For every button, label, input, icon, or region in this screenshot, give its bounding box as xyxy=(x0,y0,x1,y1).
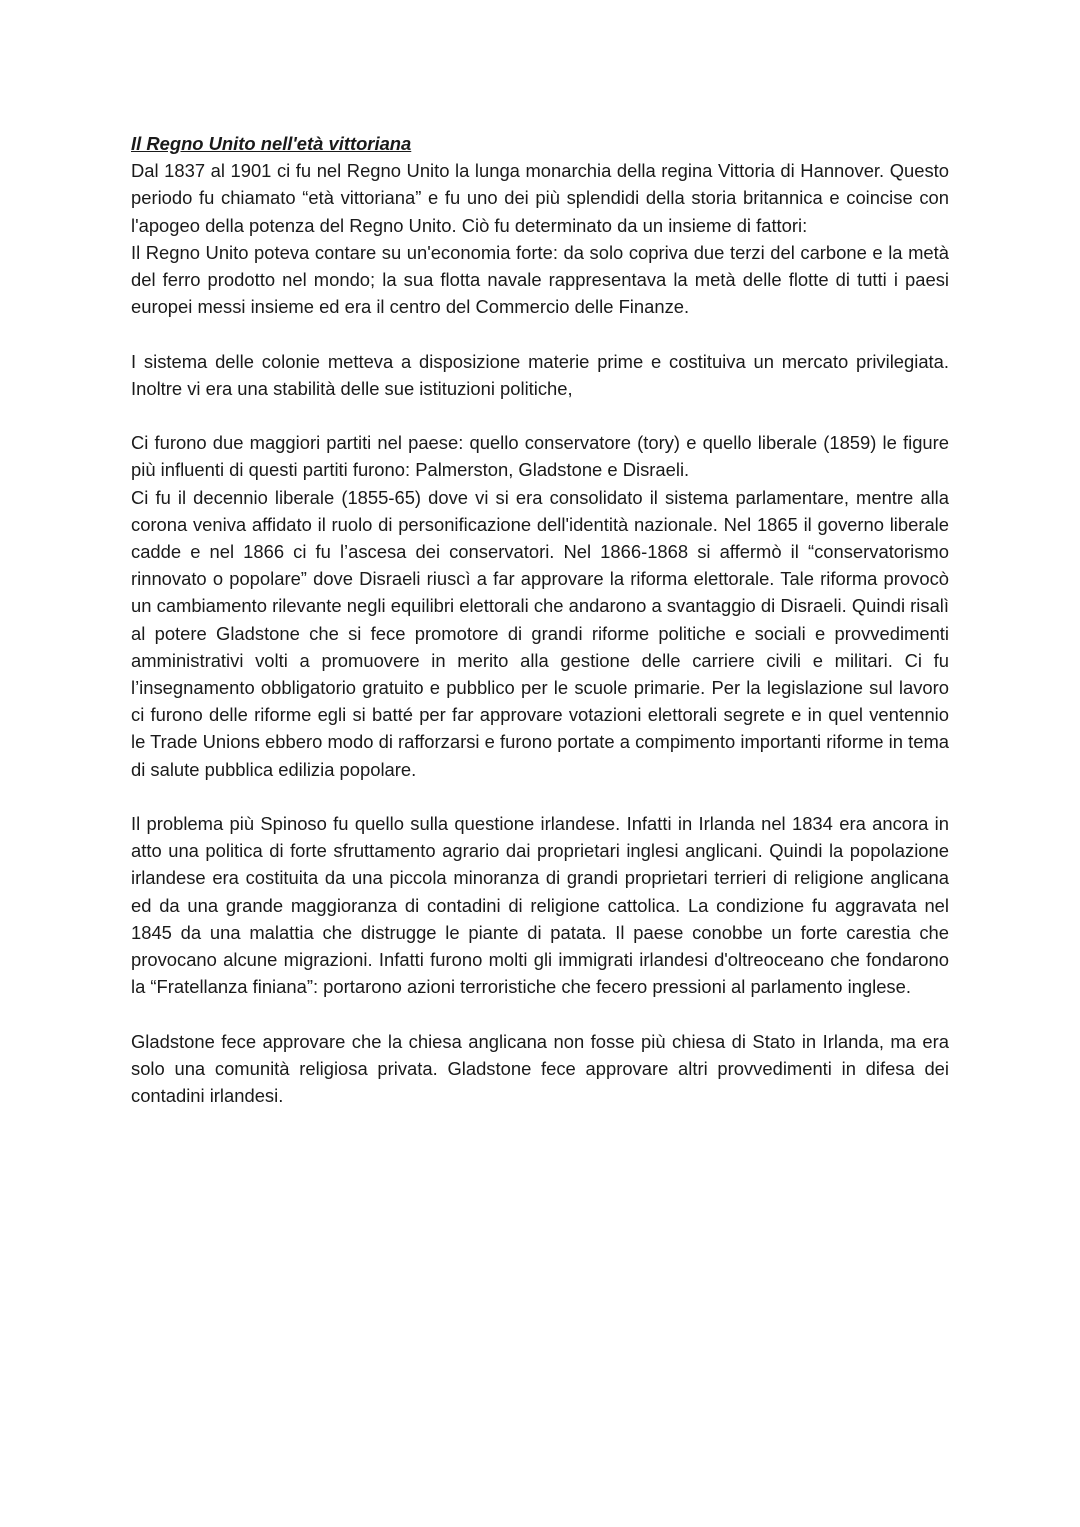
paragraph-spacer xyxy=(131,783,949,810)
paragraph-economy: Il Regno Unito poteva contare su un'economia forte: da solo copriva due terzi del carbone e la metà del ferro prodotto nel mondo; la sua flotta navale rappresentava la metà delle flotte di tutti i paesi europei messi insieme ed era il centro del Commercio delle Finanze. xyxy=(131,241,949,318)
paragraph-parties: Ci furono due maggiori partiti nel paese: quello conservatore (tory) e quello liberale (1859) le figure più influenti di questi partiti furono: Palmerston, Gladstone e Disraeli. xyxy=(131,432,949,481)
paragraph-irish-question: Il problema più Spinoso fu quello sulla questione irlandese. Infatti in Irlanda nel 1834 era ancora in atto una politica di forte sfruttamento agrario dai proprietari inglesi anglicani. Quindi la popolazione irlandese era costituita da una piccola minoranza di grandi proprietari terrieri di religione anglicana ed da una grande maggioranza di contadini di religione cattolica. La condizione fu aggravata nel 1845 da una malattia che distrugge le piante di patata. Il paese conobbe un forte carestia che provocano alcune migrazioni. Infatti furono molti gli immigrati irlandesi d'oltreoceano che fondarono la “Fratellanza finiana”: portarono azioni terroristiche che fecero pressioni al parlamento inglese. xyxy=(131,813,949,998)
document-page xyxy=(131,128,949,1109)
paragraph-colonies: I sistema delle colonie metteva a disposizione materie prime e costituiva un mercato privilegiata. Inoltre vi era una stabilità delle sue istituzioni politiche, xyxy=(131,350,949,399)
paragraph-spacer xyxy=(131,1000,949,1027)
paragraph-spacer xyxy=(131,320,949,347)
document-title: Il Regno Unito nell'età vittoriana xyxy=(131,133,412,154)
paragraph-spacer xyxy=(131,402,949,429)
paragraph-intro: Dal 1837 al 1901 ci fu nel Regno Unito la lunga monarchia della regina Vittoria di Hannover. Questo periodo fu chiamato “età vittoriana” e fu uno dei più splendidi della storia britannica e coincise con l'apogeo della potenza del Regno Unito. Ciò fu determinato da un insieme di fattori: xyxy=(131,160,949,236)
paragraph-gladstone-church: Gladstone fece approvare che la chiesa anglicana non fosse più chiesa di Stato in Irlanda, ma era solo una comunità religiosa privata. Gladstone fece approvare altri provvedimenti in difesa dei contadini irlandesi. xyxy=(131,1030,949,1107)
paragraph-liberal-decade: Ci fu il decennio liberale (1855-65) dove vi si era consolidato il sistema parlamentare, mentre alla corona veniva affidato il ruolo di personificazione dell'identità nazionale. Nel 1865 il governo liberale cadde e nel 1866 ci fu l’ascesa dei conservatori. Nel 1866-1868 si affermò il “conservatorismo rinnovato o popolare” dove Disraeli riuscì a far approvare la riforma elettorale. Tale riforma provocò un cambiamento rilevante negli equilibri elettorali che andarono a svantaggio di Disraeli. Quindi risalì al potere Gladstone che si fece promotore di grandi riforme politiche e sociali e provvedimenti amministrativi volti a promuovere in merito alla gestione delle carriere civili e militari. Ci fu l’insegnamento obbligatorio gratuito e pubblico per le scuole primarie. Per la legislazione sul lavoro ci furono delle riforme egli si batté per far approvare votazioni elettorali segrete e in quel ventennio le Trade Unions ebbero modo di rafforzarsi e furono portate a compimento importanti riforme in tema di salute pubblica edilizia popolare. xyxy=(131,486,949,780)
